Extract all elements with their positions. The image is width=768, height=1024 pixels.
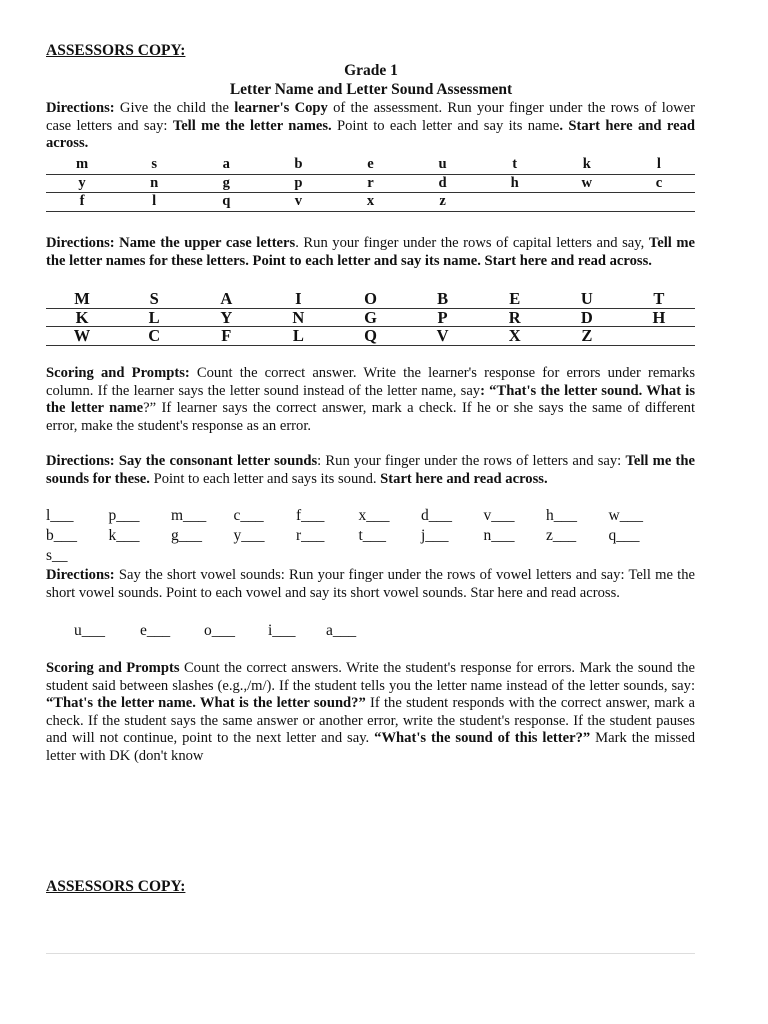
directions-text: . Run your finger under the rows of capital letters and say, bbox=[295, 235, 649, 251]
letter-cell: U bbox=[551, 290, 623, 308]
letter-cell: P bbox=[407, 308, 479, 327]
consonant-blank: h___ bbox=[546, 507, 577, 524]
vowel-blank: o___ bbox=[204, 622, 235, 639]
letter-cell: n bbox=[118, 174, 190, 193]
directions-bold: learner's Copy bbox=[234, 100, 328, 116]
scoring-prompts-1 bbox=[46, 365, 695, 435]
consonant-blank: j___ bbox=[421, 527, 449, 544]
directions-label: Directions: Say the consonant letter sounds bbox=[46, 453, 318, 469]
consonant-blank: b___ bbox=[46, 527, 77, 544]
consonant-blank: z___ bbox=[546, 527, 577, 544]
table-row bbox=[46, 308, 695, 327]
letter-cell: d bbox=[407, 174, 479, 193]
table-row bbox=[46, 193, 695, 212]
table-row bbox=[46, 327, 695, 346]
letter-cell: F bbox=[190, 327, 262, 346]
directions-bold: Tell me the sounds for these. bbox=[46, 453, 695, 487]
letter-cell: T bbox=[623, 290, 695, 308]
scoring-label: Scoring and Prompts bbox=[46, 660, 180, 676]
consonant-blank: g___ bbox=[171, 527, 202, 544]
scoring-prompts-2 bbox=[46, 660, 695, 766]
vowel-blank: u___ bbox=[74, 622, 105, 639]
directions-label: Directions: bbox=[46, 100, 115, 116]
letter-cell: c bbox=[623, 174, 695, 193]
letter-cell: x bbox=[334, 193, 406, 212]
consonant-blank: d___ bbox=[421, 507, 452, 524]
consonant-blank: m___ bbox=[171, 507, 207, 524]
uppercase-letter-table bbox=[46, 290, 695, 346]
letter-cell: m bbox=[46, 156, 118, 174]
consonant-row-2 bbox=[46, 527, 706, 545]
directions-text: Point to each letter and say its name bbox=[331, 117, 560, 134]
letter-cell: M bbox=[46, 290, 118, 308]
letter-cell: K bbox=[46, 308, 118, 327]
letter-cell: Q bbox=[334, 327, 406, 346]
scoring-label: Scoring and Prompts: bbox=[46, 365, 190, 381]
vowel-row bbox=[74, 622, 734, 640]
letter-cell: W bbox=[46, 327, 118, 346]
directions-consonants bbox=[46, 453, 695, 488]
letter-cell bbox=[551, 193, 623, 212]
letter-cell: X bbox=[479, 327, 551, 346]
directions-label: Directions: bbox=[46, 567, 115, 583]
letter-cell: D bbox=[551, 308, 623, 327]
vowel-blank: i___ bbox=[268, 622, 296, 639]
directions-bold: . Start here and read across. bbox=[46, 117, 695, 152]
consonant-blank: w___ bbox=[608, 507, 643, 524]
directions-lowercase bbox=[46, 100, 695, 153]
letter-cell: L bbox=[118, 308, 190, 327]
scoring-text: Count the correct answer. Write the learner's response for errors under remarks column. If the learner says the letter sound instead of the letter name, say bbox=[46, 365, 695, 399]
consonant-row-1 bbox=[46, 507, 706, 525]
scoring-text: Mark the missed letter with DK (don't know bbox=[46, 730, 695, 764]
letter-cell: Y bbox=[190, 308, 262, 327]
directions-label: Directions: Name the upper case letters bbox=[46, 235, 296, 251]
directions-text: Say the short vowel sounds: Run your finger under the rows of vowel letters and say: Tell me the short vowel sounds. Point to each vowel and say its short vowel sounds. Star here and read across. bbox=[46, 567, 695, 601]
scoring-text: Count the correct answers. Write the student's response for errors. Mark the sound the student said between slashes (e.g.,/m/). If the student tells you the letter name instead of the letter sounds, say: bbox=[46, 660, 695, 694]
letter-cell: w bbox=[551, 174, 623, 193]
letter-cell: A bbox=[190, 290, 262, 308]
letter-cell: I bbox=[262, 290, 334, 308]
letter-cell: O bbox=[334, 290, 406, 308]
letter-cell: a bbox=[190, 156, 262, 174]
consonant-blank: x___ bbox=[358, 507, 390, 524]
assessors-copy-footer: ASSESSORS COPY: bbox=[46, 878, 186, 895]
scoring-bold: “What's the sound of this letter?” bbox=[374, 730, 591, 747]
consonant-blank: k___ bbox=[108, 527, 140, 544]
letter-cell: t bbox=[479, 156, 551, 174]
directions-bold: Start here and read across. bbox=[380, 470, 548, 487]
letter-cell: z bbox=[407, 193, 479, 212]
letter-cell: k bbox=[551, 156, 623, 174]
letter-cell: f bbox=[46, 193, 118, 212]
vowel-blank: e___ bbox=[140, 622, 171, 639]
letter-cell bbox=[623, 193, 695, 212]
letter-cell: B bbox=[407, 290, 479, 308]
letter-cell: l bbox=[623, 156, 695, 174]
consonant-row-3 bbox=[46, 547, 706, 565]
consonant-blank: n___ bbox=[483, 527, 515, 544]
consonant-blank: p___ bbox=[108, 507, 140, 524]
directions-text: : Run your finger under the rows of letters and say: bbox=[317, 453, 626, 469]
letter-cell: q bbox=[190, 193, 262, 212]
scoring-bold: : “That's the letter sound. What is the letter name bbox=[46, 382, 696, 417]
letter-cell: b bbox=[262, 156, 334, 174]
table-row bbox=[46, 290, 695, 308]
directions-bold: Tell me the letter names. bbox=[172, 117, 332, 134]
consonant-blank: l___ bbox=[46, 507, 74, 524]
letter-cell: N bbox=[262, 308, 334, 327]
directions-text: Give the child the bbox=[114, 100, 235, 116]
consonant-blank: t___ bbox=[358, 527, 387, 544]
consonant-blank: f___ bbox=[296, 507, 325, 524]
grade-heading: Grade 1 bbox=[344, 62, 398, 79]
letter-cell: h bbox=[479, 174, 551, 193]
letter-cell: u bbox=[407, 156, 479, 174]
consonant-blank: y___ bbox=[233, 527, 265, 544]
directions-uppercase bbox=[46, 235, 695, 270]
letter-cell: r bbox=[334, 174, 406, 193]
letter-cell bbox=[479, 193, 551, 212]
letter-cell: Z bbox=[551, 327, 623, 346]
letter-cell: R bbox=[479, 308, 551, 327]
letter-cell bbox=[623, 327, 695, 346]
letter-cell: L bbox=[262, 327, 334, 346]
assessors-copy-header: ASSESSORS COPY: bbox=[46, 42, 186, 59]
scoring-bold: “That's the letter name. What is the letter sound?” bbox=[46, 695, 366, 712]
scoring-text: ?” If learner says the correct answer, mark a check. If he or she says the same of different error, make the student's response as an error. bbox=[46, 400, 695, 434]
directions-text: of the assessment. Run your finger under the rows of lower case letters and say: bbox=[46, 100, 696, 134]
consonant-blank: s__ bbox=[46, 547, 68, 564]
lowercase-letter-table bbox=[46, 156, 695, 212]
letter-cell: l bbox=[118, 193, 190, 212]
table-row bbox=[46, 174, 695, 193]
page-title: Letter Name and Letter Sound Assessment bbox=[229, 81, 513, 98]
consonant-blank: r___ bbox=[296, 527, 325, 544]
consonant-blank: c___ bbox=[233, 507, 264, 524]
letter-cell: v bbox=[262, 193, 334, 212]
letter-cell: y bbox=[46, 174, 118, 193]
letter-cell: S bbox=[118, 290, 190, 308]
letter-cell: s bbox=[118, 156, 190, 174]
directions-vowels bbox=[46, 567, 695, 602]
directions-text: Point to each letter and says its sound. bbox=[149, 470, 381, 487]
letter-cell: G bbox=[334, 308, 406, 327]
scoring-text: If the student responds with the correct answer, mark a check. If the student says the same answer or another error, write the student's response. If the student pauses and will not continue, point to the next letter and say. bbox=[46, 695, 695, 747]
letter-cell: g bbox=[190, 174, 262, 193]
letter-cell: H bbox=[623, 308, 695, 327]
consonant-blank: v___ bbox=[483, 507, 515, 524]
letter-cell: e bbox=[334, 156, 406, 174]
letter-cell: C bbox=[118, 327, 190, 346]
table-row bbox=[46, 156, 695, 174]
vowel-blank: a___ bbox=[326, 622, 357, 639]
page-divider bbox=[46, 953, 695, 954]
letter-cell: p bbox=[262, 174, 334, 193]
directions-bold: Tell me the letter names for these letters. Point to each letter and say its name. Start here and read across. bbox=[46, 235, 695, 269]
consonant-blank: q___ bbox=[608, 527, 640, 544]
letter-cell: E bbox=[479, 290, 551, 308]
letter-cell: V bbox=[407, 327, 479, 346]
